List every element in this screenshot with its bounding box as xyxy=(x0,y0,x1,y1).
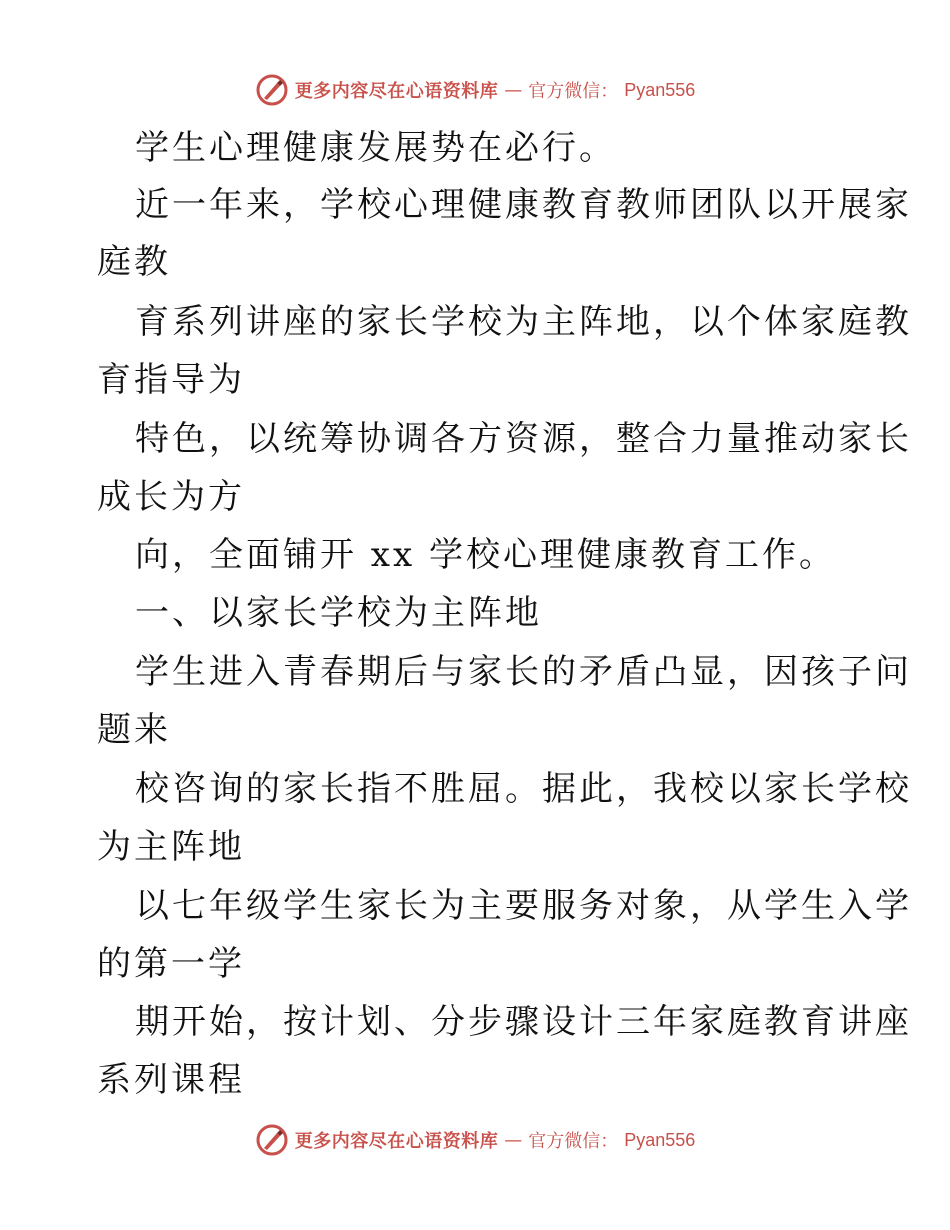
paragraph-line: 期开始，按计划、分步骤设计三年家庭教育讲座 xyxy=(135,1002,912,1042)
paragraph-line: 系列课程 xyxy=(97,1060,245,1100)
header-banner xyxy=(0,70,950,110)
section-heading: 一、以家长学校为主阵地 xyxy=(135,593,542,633)
paragraph-line: 育系列讲座的家长学校为主阵地，以个体家庭教 xyxy=(135,302,912,342)
paragraph-line: 近一年来，学校心理健康教育教师团队以开展家 xyxy=(135,185,912,225)
paragraph-line: 校咨询的家长指不胜屈。据此，我校以家长学校 xyxy=(135,769,912,809)
paragraph-line: 向，全面铺开 xx 学校心理健康教育工作。 xyxy=(135,535,836,575)
footer-banner xyxy=(0,1120,950,1160)
banner-wechat-label: 官方微信： xyxy=(528,1131,619,1152)
paragraph-line: 的第一学 xyxy=(97,944,245,984)
banner-text: 更多内容尽在心语资料库 xyxy=(294,1131,499,1152)
paragraph-line: 育指导为 xyxy=(97,360,245,400)
paragraph-line: 题来 xyxy=(97,710,171,750)
pen-logo-icon xyxy=(255,73,289,107)
banner-wechat-label: 官方微信： xyxy=(528,81,619,102)
pen-logo-icon xyxy=(255,1123,289,1157)
paragraph-line: 庭教 xyxy=(97,242,171,282)
paragraph-line: 为主阵地 xyxy=(97,827,245,867)
banner-text: 更多内容尽在心语资料库 xyxy=(294,81,499,102)
paragraph-line: 特色，以统筹协调各方资源，整合力量推动家长 xyxy=(135,419,912,459)
banner-wechat-id: Pyan556 xyxy=(624,79,696,100)
banner-wechat-id: Pyan556 xyxy=(624,1129,696,1150)
paragraph-line: 学生进入青春期后与家长的矛盾凸显，因孩子问 xyxy=(135,652,912,692)
banner-dash: — xyxy=(504,79,523,101)
paragraph-line: 以七年级学生家长为主要服务对象，从学生入学 xyxy=(135,886,912,926)
paragraph-line: 学生心理健康发展势在必行。 xyxy=(135,128,616,168)
banner-dash: — xyxy=(504,1129,523,1151)
paragraph-line: 成长为方 xyxy=(97,477,245,517)
